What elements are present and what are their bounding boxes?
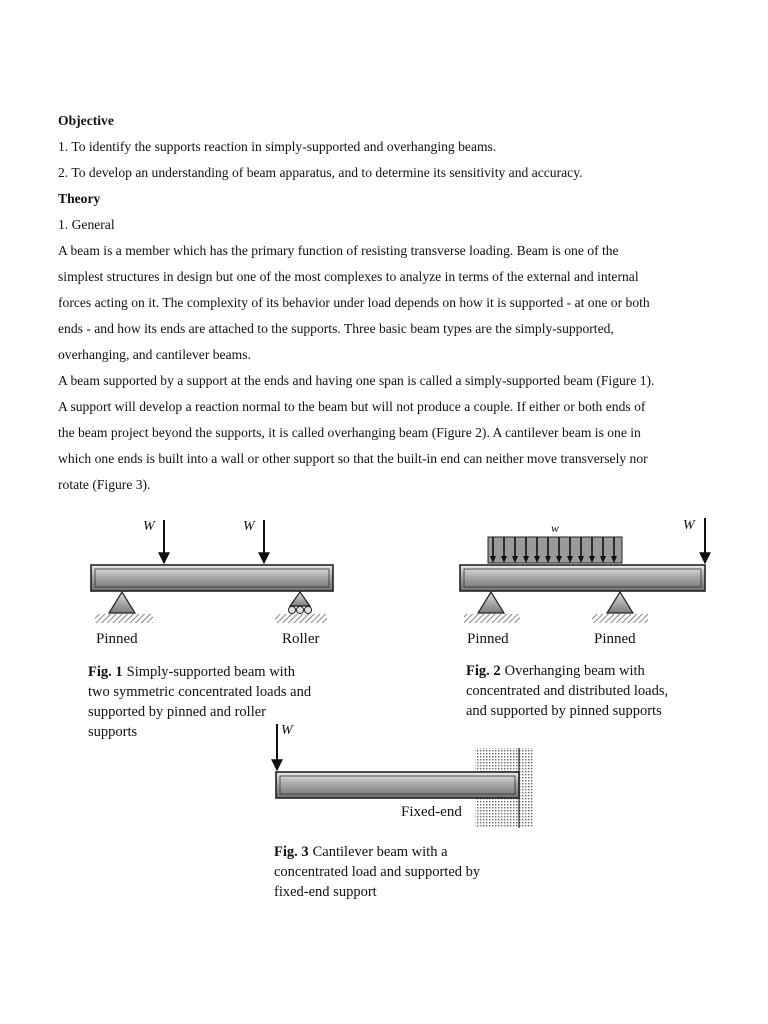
fig3-caption-line: Cantilever beam with a [312, 844, 448, 860]
fig2-caption-line: Overhanging beam with [504, 663, 645, 679]
fig2-caption-line: and supported by pinned supports [466, 703, 662, 719]
fig1-load-label-1: W [143, 519, 155, 534]
svg-text:Fig. 3Cantilever beam with a [274, 844, 448, 860]
fig1-load-label-2: W [243, 519, 255, 534]
fig1-caption-line: supported by pinned and roller [88, 704, 266, 720]
fig3-caption-prefix: Fig. 3 [274, 844, 309, 860]
fig1-caption-line: two symmetric concentrated loads and [88, 684, 312, 700]
fig1-support-right-label: Roller [282, 631, 320, 647]
svg-text:Fig. 1Simply-supported beam wi [88, 664, 296, 680]
fig1-roller-support [275, 592, 327, 623]
fig1-caption-line: supports [88, 724, 138, 740]
paragraph2-line: which one ends is built into a wall or other support so that the built-in end can neither move transversely nor [58, 451, 648, 466]
fig2-pinned-support-right [592, 592, 648, 623]
fig2-support-left-label: Pinned [467, 631, 509, 647]
paragraph2-line: the beam project beyond the supports, it is called overhanging beam (Figure 2). A cantilever beam is one in [58, 425, 641, 440]
fig2-caption-line: concentrated and distributed loads, [466, 683, 669, 699]
fig2-caption-prefix: Fig. 2 [466, 663, 501, 679]
paragraph1-line: overhanging, and cantilever beams. [58, 347, 251, 362]
fig2-distributed-load [488, 537, 622, 563]
paragraph2-line: A beam supported by a support at the ends and having one span is called a simply-supported beam (Figure 1). [58, 373, 655, 388]
fig2-support-right-label: Pinned [594, 631, 636, 647]
paragraph2-line: rotate (Figure 3). [58, 477, 151, 492]
fig1-caption-prefix: Fig. 1 [88, 664, 123, 680]
figure-1 [88, 519, 333, 740]
paragraph1-line: simplest structures in design but one of the most complexes to analyze in terms of the external and internal [58, 269, 639, 284]
paragraph1-line: A beam is a member which has the primary function of resisting transverse loading. Beam is one of the [58, 243, 619, 258]
fig3-load-label: W [281, 723, 293, 738]
fig1-pinned-support [95, 592, 153, 623]
fig2-distributed-label: w [551, 521, 560, 535]
objective-heading: Objective [58, 113, 114, 128]
theory-subheading: 1. General [58, 217, 115, 232]
fig2-caption [466, 663, 668, 719]
figure-2 [460, 518, 705, 719]
objective-item-2: 2. To develop an understanding of beam apparatus, and to determine its sensitivity and accuracy. [58, 165, 583, 180]
fig3-support-label: Fixed-end [401, 804, 462, 820]
fig3-caption-line: concentrated load and supported by [274, 864, 481, 880]
paragraph2-line: A support will develop a reaction normal to the beam but will not produce a couple. If either or both ends of [58, 399, 646, 414]
svg-text:Fig. 2Overhanging beam with [466, 663, 646, 679]
fig1-support-left-label: Pinned [96, 631, 138, 647]
fig3-caption-line: fixed-end support [274, 884, 377, 900]
objective-item-1: 1. To identify the supports reaction in simply-supported and overhanging beams. [58, 139, 497, 154]
fig1-caption-line: Simply-supported beam with [126, 664, 295, 680]
fig2-pinned-support-left [464, 592, 520, 623]
figure-3 [274, 723, 533, 900]
paragraph1-line: ends - and how its ends are attached to the supports. Three basic beam types are the simply-supported, [58, 321, 614, 336]
fig1-caption [88, 664, 312, 740]
fig3-caption [274, 844, 481, 900]
paragraph1-line: forces acting on it. The complexity of its behavior under load depends on how it is supported - at one or both [58, 295, 650, 310]
fig2-load-label: W [683, 518, 695, 533]
theory-heading: Theory [58, 191, 101, 206]
